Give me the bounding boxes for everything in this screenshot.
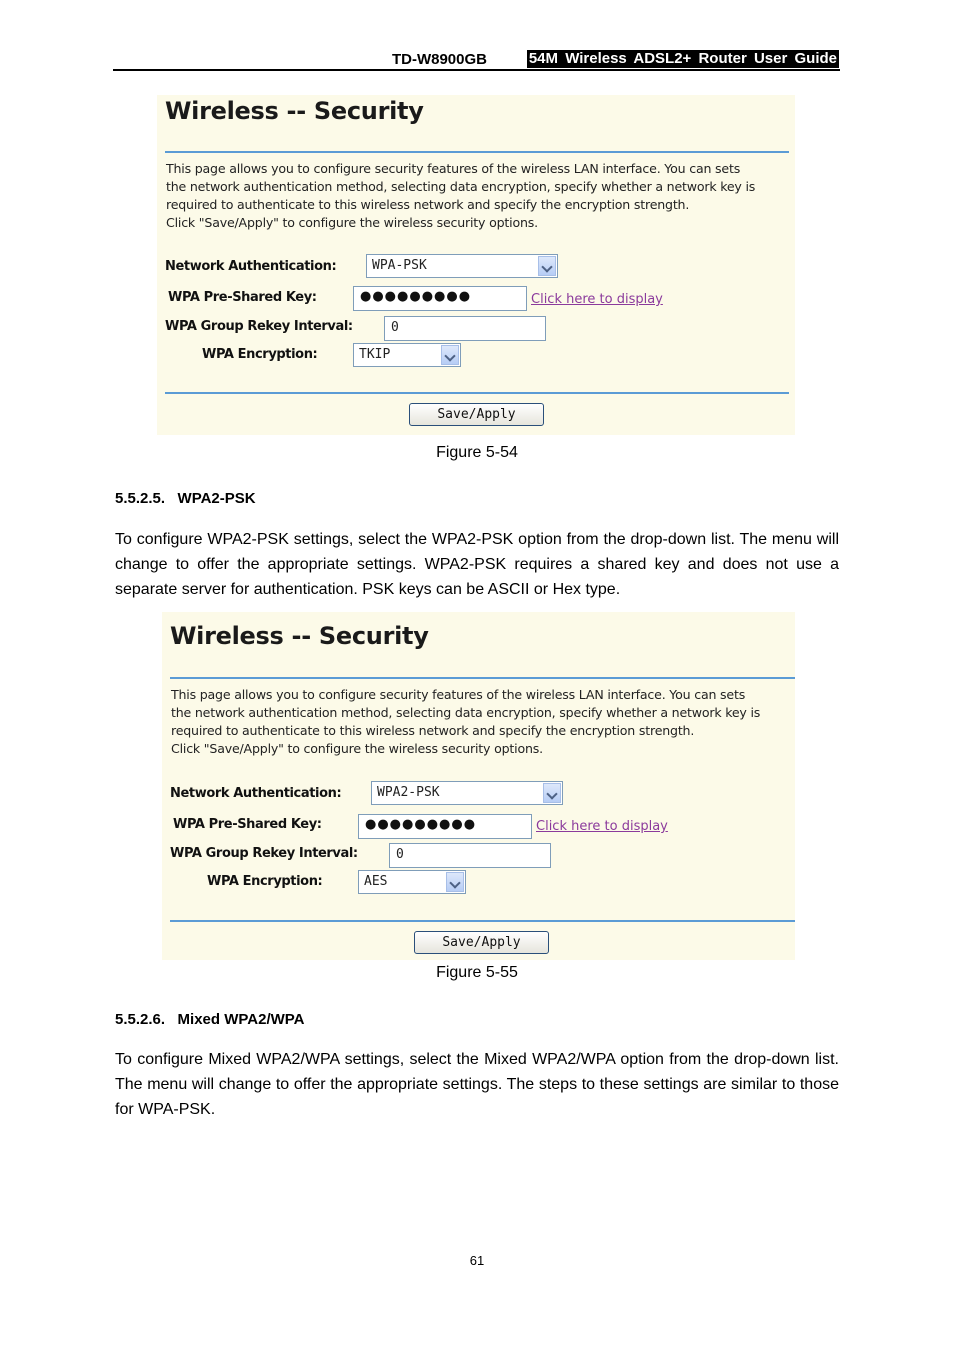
encryption-label: WPA Encryption: [202, 347, 318, 362]
panel-title: Wireless -- Security [170, 622, 429, 650]
rekey-interval-input[interactable] [389, 843, 551, 868]
chevron-down-icon[interactable] [446, 872, 464, 892]
psk-input[interactable] [358, 814, 532, 839]
description-line: the network authentication method, selecting data encryption, specify whether a network key is [171, 705, 761, 720]
security-panel-wpa-psk [157, 95, 795, 435]
encryption-value: TKIP [359, 347, 391, 362]
description-line: required to authenticate to this wireless network and specify the encryption strength. [166, 197, 690, 212]
rekey-interval-value: 0 [391, 320, 399, 335]
description-line: This page allows you to configure security features of the wireless LAN interface. You can sets [171, 687, 746, 702]
section-paragraph: To configure WPA2-PSK settings, select the WPA2-PSK option from the drop-down list. The menu will change to offer the appropriate settings. WPA2-PSK requires a shared key and does not use a separate server for authentication. PSK keys can be ASCII or Hex type. [115, 531, 839, 598]
panel-divider-top [165, 151, 789, 153]
rekey-interval-label: WPA Group Rekey Interval: [170, 846, 358, 861]
panel-divider-bottom [165, 392, 789, 394]
security-panel-wpa2-psk [162, 612, 795, 960]
figure-caption: Figure 5-55 [436, 964, 518, 981]
header-rule [113, 69, 840, 71]
encryption-select[interactable] [358, 870, 466, 894]
panel-divider-bottom [170, 920, 795, 922]
network-auth-select[interactable] [371, 781, 563, 805]
chevron-down-icon[interactable] [538, 256, 556, 276]
psk-masked-value: ●●●●●●●●● [365, 817, 477, 832]
network-auth-label: Network Authentication: [170, 786, 342, 801]
description-line: the network authentication method, selecting data encryption, specify whether a network key is [166, 179, 756, 194]
description-line: Click "Save/Apply" to configure the wireless security options. [166, 215, 538, 230]
psk-label: WPA Pre-Shared Key: [168, 290, 317, 305]
header-model: TD-W8900GB [391, 51, 487, 68]
page-header [113, 48, 840, 72]
save-apply-button[interactable]: Save/Apply [409, 403, 544, 426]
psk-masked-value: ●●●●●●●●● [360, 289, 472, 304]
section-paragraph: To configure Mixed WPA2/WPA settings, select the Mixed WPA2/WPA option from the drop-down list. The menu will change to offer the appropriate settings. The steps to these settings are similar to those for WPA-PSK. [115, 1051, 839, 1118]
description-line: Click "Save/Apply" to configure the wireless security options. [171, 741, 543, 756]
section-heading: 5.5.2.6. Mixed WPA2/WPA [115, 1011, 305, 1028]
psk-label: WPA Pre-Shared Key: [173, 817, 322, 832]
chevron-down-icon[interactable] [441, 345, 459, 365]
header-guide-title: 54M Wireless ADSL2+ Router User Guide [528, 50, 837, 67]
rekey-interval-label: WPA Group Rekey Interval: [165, 319, 353, 334]
panel-divider-top [170, 677, 795, 679]
psk-input[interactable] [353, 286, 527, 311]
encryption-value: AES [364, 874, 388, 889]
panel-description [171, 686, 760, 758]
encryption-select[interactable] [353, 343, 461, 367]
save-apply-button[interactable]: Save/Apply [414, 931, 549, 954]
section-heading: 5.5.2.5. WPA2-PSK [115, 490, 256, 507]
panel-description [166, 160, 755, 232]
network-auth-value: WPA2-PSK [377, 785, 440, 800]
panel-title: Wireless -- Security [165, 97, 424, 125]
rekey-interval-value: 0 [396, 847, 404, 862]
page-number: 61 [469, 1253, 485, 1268]
description-line: required to authenticate to this wireless network and specify the encryption strength. [171, 723, 695, 738]
figure-caption: Figure 5-54 [436, 444, 518, 461]
description-line: This page allows you to configure security features of the wireless LAN interface. You can sets [166, 161, 741, 176]
network-auth-select[interactable] [366, 254, 558, 278]
encryption-label: WPA Encryption: [207, 874, 323, 889]
display-key-link[interactable]: Click here to display [536, 819, 668, 834]
rekey-interval-input[interactable] [384, 316, 546, 341]
chevron-down-icon[interactable] [543, 783, 561, 803]
network-auth-label: Network Authentication: [165, 259, 337, 274]
network-auth-value: WPA-PSK [372, 258, 427, 273]
display-key-link[interactable]: Click here to display [531, 292, 663, 307]
